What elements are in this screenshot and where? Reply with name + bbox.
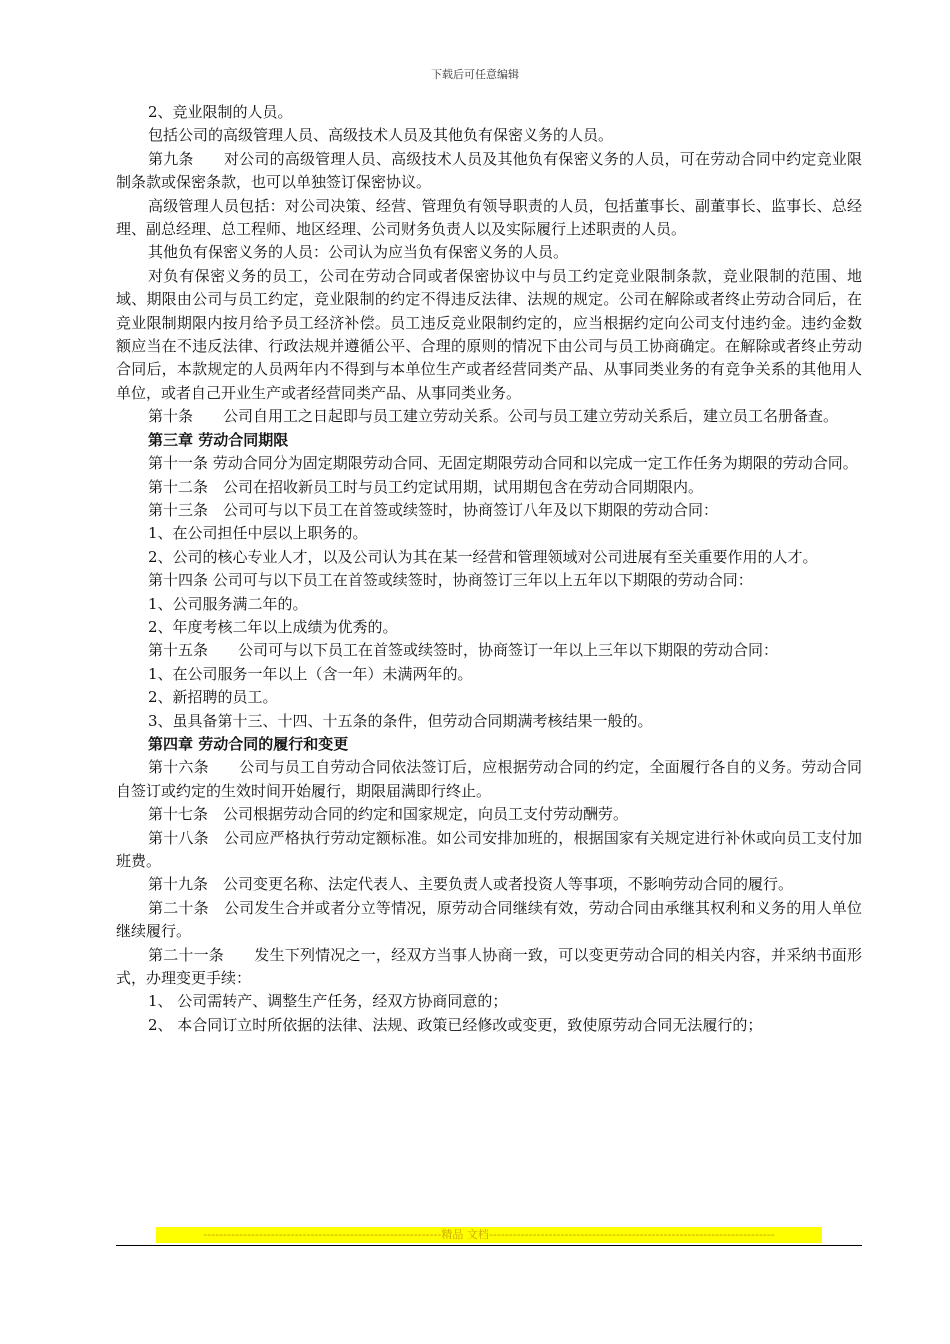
paragraph: 2、年度考核二年以上成绩为优秀的。 [148, 617, 398, 636]
paragraph: 第十九条 公司变更名称、法定代表人、主要负责人或者投资人等事项，不影响劳动合同的履行。 [148, 875, 794, 894]
chapter-heading: 第四章 劳动合同的履行和变更 [148, 734, 349, 753]
paragraph: 1、在公司担任中层以上职务的。 [148, 524, 368, 543]
chapter-heading: 第三章 劳动合同期限 [148, 430, 289, 449]
document-body [116, 101, 862, 1037]
paragraph: 第十二条 公司在招收新员工时与员工约定试用期，试用期包含在劳动合同期限内。 [148, 477, 704, 496]
paragraph: 2、公司的核心专业人才，以及公司认为其在某一经营和管理领域对公司进展有至关重要作用的人才。 [148, 547, 818, 566]
footer-text: ------------------------------------------------------------精品 文档------------------------------------------------------------------------ [203, 1228, 775, 1241]
paragraph: 包括公司的高级管理人员、高级技术人员及其他负有保密义务的人员。 [148, 126, 614, 145]
paragraph: 第十一条 劳动合同分为固定期限劳动合同、无固定期限劳动合同和以完成一定工作任务为期限的劳动合同。 [148, 454, 858, 473]
paragraph: 1、在公司服务一年以上（含一年）未满两年的。 [148, 664, 473, 683]
paragraph: 第十条 公司自用工之日起即与员工建立劳动关系。公司与员工建立劳动关系后，建立员工名册备查。 [148, 407, 839, 426]
paragraph: 第二十条 公司发生合并或者分立等情况，原劳动合同继续有效，劳动合同由承继其权利和义务的用人单位继续履行。 [116, 898, 862, 941]
paragraph: 第十五条 公司可与以下员工在首签或续签时，协商签订一年以上三年以下期限的劳动合同： [148, 641, 779, 660]
paragraph: 第十六条 公司与员工自劳动合同依法签订后，应根据劳动合同的约定，全面履行各自的义务。劳动合同自签订或约定的生效时间开始履行，期限届满即行终止。 [116, 758, 862, 800]
paragraph: 第九条 对公司的高级管理人员、高级技术人员及其他负有保密义务的人员，可在劳动合同中约定竞业限制条款或保密条款，也可以单独签订保密协议。 [116, 149, 862, 192]
paragraph: 第十七条 公司根据劳动合同的约定和国家规定，向员工支付劳动酬劳。 [148, 805, 629, 824]
page-header: 下载后可任意编辑 [431, 68, 519, 81]
paragraph: 第十三条 公司可与以下员工在首签或续签时，协商签订八年及以下期限的劳动合同： [148, 500, 719, 519]
paragraph: 第十八条 公司应严格执行劳动定额标准。如公司安排加班的，根据国家有关规定进行补休或向员工支付加班费。 [116, 828, 862, 870]
paragraph: 第二十一条 发生下列情况之一，经双方当事人协商一致，可以变更劳动合同的相关内容，并采纳书面形式，办理变更手续： [116, 945, 862, 988]
paragraph: 3、虽具备第十三、十四、十五条的条件，但劳动合同期满考核结果一般的。 [148, 711, 653, 730]
paragraph: 2、新招聘的员工。 [148, 688, 278, 707]
paragraph: 2、 本合同订立时所依据的法律、法规、政策已经修改或变更，致使原劳动合同无法履行的； [148, 1015, 763, 1034]
paragraph: 其他负有保密义务的人员：公司认为应当负有保密义务的人员。 [148, 243, 569, 262]
paragraph: 对负有保密义务的员工，公司在劳动合同或者保密协议中与员工约定竞业限制条款，竞业限制的范围、地域、期限由公司与员工约定，竞业限制的约定不得违反法律、法规的规定。公司在解除或者终止劳动合同后，在竞业限制期限内按月给予员工经济补偿。员工违反竞业限制约定的，应当根据约定向公司支付违约金。违约金数额应当在不违反法律、行政法规并遵循公平、合理的原则的情况下由公司与员工协商确定。在解除或者终止劳动合同后，本款规定的人员两年内不得到与本单位生产或者经营同类产品、从事同类业务的有竞争关系的其他用人单位，或者自己开业生产或者经营同类产品、从事同类业务。 [116, 266, 862, 402]
paragraph: 2、竞业限制的人员。 [148, 103, 293, 121]
paragraph: 1、公司服务满二年的。 [148, 594, 308, 613]
footer-rule [116, 1245, 862, 1246]
paragraph: 1、 公司需转产、调整生产任务，经双方协商同意的； [148, 992, 508, 1011]
paragraph: 高级管理人员包括：对公司决策、经营、管理负有领导职责的人员，包括董事长、副董事长、监事长、总经理、副总经理、总工程师、地区经理、公司财务负责人以及实际履行上述职责的人员。 [116, 196, 862, 239]
paragraph: 第十四条 公司可与以下员工在首签或续签时，协商签订三年以上五年以下期限的劳动合同： [148, 571, 753, 590]
